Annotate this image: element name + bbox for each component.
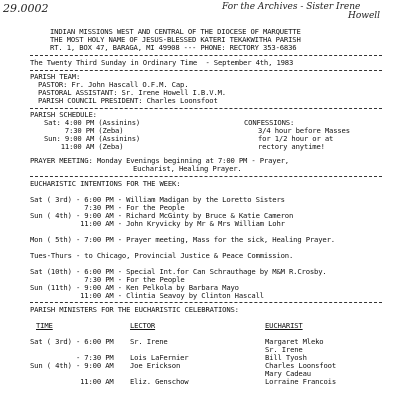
intention-line: Sun ( 4th) - 9:00 AM - Richard McGinty by Bruce & Katie Cameron bbox=[30, 211, 294, 220]
intention-line: Sat (10th) - 6:00 PM - Special Int.for Can Schrauthage by M&M R.Crosby. bbox=[30, 267, 327, 276]
prayer-meeting-line: Eucharist, Healing Prayer. bbox=[133, 164, 242, 173]
column-lector: LECTOR bbox=[130, 321, 156, 330]
archive-note: For the Archives - Sister Irene bbox=[222, 2, 361, 12]
minister-time: 11:00 AM bbox=[30, 377, 114, 386]
confessions-line: for 1/2 hour or at bbox=[258, 134, 334, 143]
column-time: TIME bbox=[36, 321, 53, 330]
ministers-heading: PARISH MINISTERS FOR THE EUCHARISTIC CELEBRATIONS: bbox=[30, 305, 239, 314]
header-line-3: RT. 1, BOX 47, BARAGA, MI 49908 --- PHONE: RECTORY 353-6836 bbox=[50, 43, 297, 52]
intention-line: 7:30 PM - For the People bbox=[30, 203, 185, 212]
intention-line: Tues-Thurs - to Chicago, Provincial Justice & Peace Commission. bbox=[30, 251, 294, 260]
divider bbox=[30, 176, 382, 177]
assistant-line: PASTORAL ASSISTANT: Sr. Irene Howell I.B.V.M. bbox=[38, 88, 226, 97]
minister-eucharist: Sr. Irene bbox=[265, 345, 303, 354]
minister-eucharist: Mary Cadeau bbox=[265, 369, 311, 378]
confessions-line: 3/4 hour before Masses bbox=[258, 126, 350, 135]
pastor-line: PASTOR: Fr. John Hascall O.F.M. Cap. bbox=[38, 80, 189, 89]
intention-line: Mon ( 5th) - 7:00 PM - Prayer meeting, Mass for the sick, Healing Prayer. bbox=[30, 235, 335, 244]
confessions-line: rectory anytime! bbox=[258, 142, 325, 151]
header-line-2: THE MOST HOLY NAME OF JESUS-BLESSED KATERI TEKAKWITHA PARISH bbox=[50, 35, 301, 44]
header-line-1: INDIAN MISSIONS WEST AND CENTRAL OF THE DIOCESE OF MARQUETTE bbox=[50, 27, 301, 36]
intention-line: 11:00 AM - Clintia Seavoy by Clinton Hascall bbox=[30, 291, 264, 300]
minister-lector: Eliz. Genschow bbox=[130, 377, 189, 386]
minister-time: Sat ( 3rd) - 6:00 PM bbox=[30, 337, 114, 346]
archive-note-name: Howell bbox=[348, 11, 381, 21]
intention-line: 7:30 PM - For the People bbox=[30, 275, 185, 284]
schedule-heading: PARISH SCHEDULE: bbox=[30, 110, 97, 119]
document-number: 29.0002 bbox=[3, 2, 49, 15]
minister-time: Sun ( 4th) - 9:00 AM bbox=[30, 361, 114, 370]
team-heading: PARISH TEAM: bbox=[30, 72, 81, 81]
minister-eucharist: Bill Tyosh bbox=[265, 353, 307, 362]
divider bbox=[30, 70, 382, 71]
divider bbox=[30, 108, 382, 109]
intention-line: 11:00 AM - John Kryvicky by Mr & Mrs William Lohr bbox=[30, 219, 285, 228]
intentions-heading: EUCHARISTIC INTENTIONS FOR THE WEEK: bbox=[30, 179, 181, 188]
sunday-title: The Twenty Third Sunday in Ordinary Time - September 4th, 1983 bbox=[30, 58, 294, 67]
president-line: PARISH COUNCIL PRESIDENT: Charles Loonsfoot bbox=[38, 96, 218, 105]
intention-line: Sun (11th) - 9:00 AM - Ken Pelkola by Barbara Mayo bbox=[30, 283, 239, 292]
column-eucharist: EUCHARIST bbox=[265, 321, 303, 330]
minister-time: - 7:30 PM bbox=[30, 353, 114, 362]
minister-lector: Lois LaFernier bbox=[130, 353, 189, 362]
prayer-meeting-line: PRAYER MEETING: Monday Evenings beginning at 7:00 PM - Prayer, bbox=[30, 156, 289, 165]
divider bbox=[30, 55, 382, 56]
divider bbox=[30, 302, 382, 303]
confessions-heading: CONFESSIONS: bbox=[244, 118, 295, 127]
intention-line: Sat ( 3rd) - 6:00 PM - William Madigan by the Loretto Sisters bbox=[30, 195, 285, 204]
minister-lector: Joe Erickson bbox=[130, 361, 181, 370]
schedule-row: Sun: 9:00 AM (Assinins) bbox=[44, 134, 141, 143]
minister-eucharist: Margaret Mleko bbox=[265, 337, 324, 346]
minister-eucharist: Lorraine Francois bbox=[265, 377, 337, 386]
minister-lector: Sr. Irene bbox=[130, 337, 168, 346]
schedule-row: Sat: 4:00 PM (Assinins) bbox=[44, 118, 141, 127]
schedule-row: 11:00 AM (Zeba) bbox=[44, 142, 124, 151]
minister-eucharist: Charles Loonsfoot bbox=[265, 361, 337, 370]
schedule-row: 7:30 PM (Zeba) bbox=[44, 126, 124, 135]
